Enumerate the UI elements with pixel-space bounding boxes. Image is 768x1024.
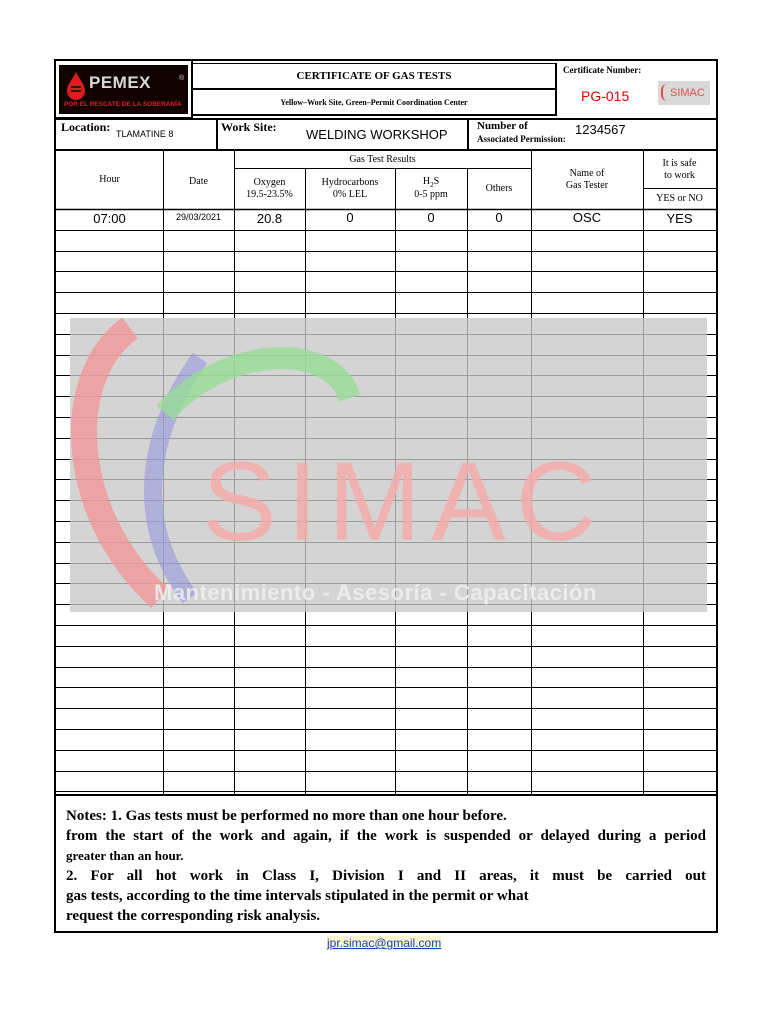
header-hydrocarbons (305, 168, 395, 209)
header-oxygen-range: 19.5-23.5% (246, 188, 293, 200)
header-h2s (395, 168, 467, 209)
certificate-number-box (557, 61, 716, 118)
row1-h2s: 0 (427, 210, 435, 225)
permission-value: 1234567 (575, 122, 626, 137)
header-others: Others (485, 182, 513, 194)
header-safe-line2: to work (664, 169, 695, 181)
worksite-label: Work Site: (221, 120, 277, 134)
header-hydrocarbons-name: Hydrocarbons (321, 176, 379, 188)
location-value: TLAMATINE 8 (116, 129, 174, 139)
header-gas-tester-line1: Name of (569, 168, 605, 179)
notes-section (56, 794, 716, 931)
row1-hour: 07:00 (93, 211, 126, 226)
pemex-wordmark: PEMEX (89, 73, 152, 92)
header-h2s-name (423, 176, 439, 189)
header-safe-line1: It is safe (662, 157, 697, 169)
worksite-cell (216, 118, 467, 151)
pemex-logo (59, 65, 188, 114)
row1-gas-tester: OSC (572, 210, 602, 225)
row1-oxygen: 20.8 (256, 211, 283, 226)
simac-watermark-brand: SIMAC (202, 439, 607, 564)
simac-small-logo (658, 81, 710, 105)
form-subtitle: Yellow–Work Site, Green–Permit Coordination Center (193, 90, 557, 116)
header-gas-tester (531, 151, 643, 209)
pemex-slogan: POR EL RESCATE DE LA SOBERANÍA (64, 101, 182, 108)
h2s-h: H (422, 175, 431, 187)
note-line-6: request the corresponding risk analysis. (66, 908, 321, 924)
table-gridlines (56, 151, 716, 794)
gas-test-certificate-form (54, 59, 718, 933)
header-hour: Hour (99, 174, 120, 185)
contact-email-link[interactable]: jpr.simac@gmail.com (327, 936, 442, 950)
permission-label-line1: Number of (477, 120, 528, 132)
certificate-number-label: Certificate Number: (563, 65, 642, 75)
permission-label-line2: Associated Permission: (477, 134, 566, 144)
registered-mark: ® (179, 75, 185, 82)
header-hydrocarbons-range: 0% LEL (332, 188, 368, 200)
note-line-4: 2. For all hot work in Class I, Division I and II areas, it must be carried out (66, 868, 706, 884)
pemex-logo-box (56, 61, 193, 118)
h2s-subscript: 2 (430, 180, 434, 189)
permission-cell (467, 118, 716, 151)
gas-test-table (56, 151, 716, 794)
header-oxygen (234, 168, 305, 209)
header-gas-test-results: Gas Test Results (349, 153, 416, 165)
header-date: Date (189, 176, 208, 187)
h2s-s: S (433, 175, 440, 187)
header-gas-tester-line2: Gas Tester (565, 180, 609, 191)
note-line-2: from the start of the work and again, if the work is suspended or delayed during a period (66, 828, 706, 844)
row1-others: 0 (495, 210, 503, 225)
note-line-3: greater than an hour. (66, 848, 184, 863)
simac-watermark-tagline: Mantenimiento - Asesoría - Capacitación (154, 580, 597, 605)
simac-small-logo-text: SIMAC (670, 87, 705, 99)
row1-date: 29/03/2021 (175, 212, 222, 222)
row1-hydrocarbons: 0 (346, 210, 354, 225)
header-oxygen-name: Oxygen (253, 176, 286, 188)
header-h2s-range: 0-5 ppm (414, 189, 448, 201)
row1-safe-to-work: YES (666, 211, 693, 226)
pemex-drop-icon (65, 71, 87, 101)
certificate-number-value: PG-015 (581, 88, 630, 104)
header-yes-or-no: YES or NO (656, 192, 703, 204)
header-safe-to-work (643, 151, 716, 188)
worksite-value: WELDING WORKSHOP (306, 127, 448, 142)
note-line-5: gas tests, according to the time intervals stipulated in the permit or what (66, 888, 529, 904)
note-line-1: Notes: 1. Gas tests must be performed no more than one hour before. (66, 808, 507, 824)
location-cell (56, 118, 216, 151)
form-title: CERTIFICATE OF GAS TESTS (193, 63, 557, 90)
location-label: Location: (61, 120, 111, 134)
